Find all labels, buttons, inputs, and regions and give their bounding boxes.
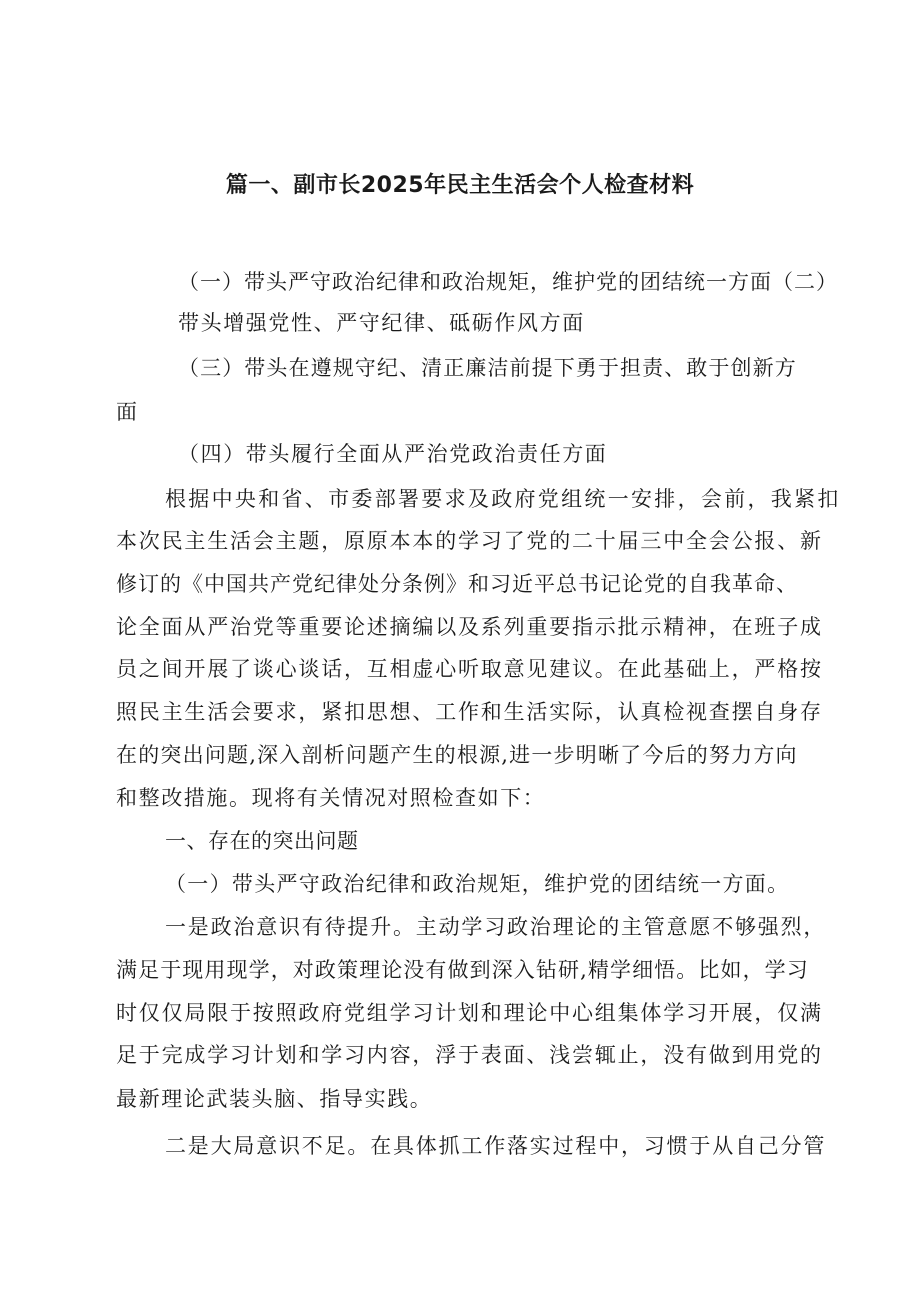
intro-line: 在的突出问题,深入剖析问题产生的根源,进一步明晰了今后的努力方向 (116, 743, 798, 767)
paragraph-line: 时仅仅局限于按照政府党组学习计划和理论中心组集体学习开展，仅满 (116, 1001, 823, 1025)
intro-line: 照民主生活会要求，紧扣思想、工作和生活实际，认真检视查摆自身存 (116, 700, 823, 724)
section-heading: 一、存在的突出问题 (165, 829, 359, 853)
intro-line: 论全面从严治党等重要论述摘编以及系列重要指示批示精神，在班子成 (116, 615, 823, 639)
paragraph-line: 一是政治意识有待提升。主动学习政治理论的主管意愿不够强烈， (165, 915, 827, 939)
intro-line: 本次民主生活会主题，原原本本的学习了党的二十届三中全会公报、新 (116, 529, 823, 553)
intro-line: 和整改措施。现将有关情况对照检查如下： (116, 786, 546, 810)
paragraph-line: 二是大局意识不足。在具体抓工作落实过程中，习惯于从自己分管 (165, 1134, 827, 1158)
intro-line: 根据中央和省、市委部署要求及政府党组统一安排，会前，我紧扣 (165, 487, 841, 511)
intro-line: 员之间开展了谈心谈话，互相虚心听取意见建议。在此基础上，严格按 (116, 657, 823, 681)
toc-line: （四）带头履行全面从严治党政治责任方面 (178, 442, 608, 466)
toc-line: （三）带头在遵规守纪、清正廉洁前提下勇于担责、敢于创新方 (178, 356, 797, 380)
paragraph-line: 满足于现用现学，对政策理论没有做到深入钻研,精学细悟。比如，学习 (116, 958, 809, 982)
subsection-heading: （一）带头严守政治纪律和政治规矩，维护党的团结统一方面。 (165, 872, 790, 896)
toc-line: 面 (116, 400, 139, 424)
paragraph-line: 最新理论武装头脑、指导实践。 (116, 1087, 433, 1111)
intro-line: 修订的《中国共产党纪律处分条例》和习近平总书记论党的自我革命、 (116, 572, 798, 596)
toc-line: （一）带头严守政治纪律和政治规矩，维护党的团结统一方面（二） (178, 270, 838, 294)
document-title: 篇一、副市长2025年民主生活会个人检查材料 (225, 173, 695, 198)
paragraph-line: 足于完成学习计划和学习内容，浮于表面、浅尝辄止，没有做到用党的 (116, 1043, 823, 1067)
toc-line: 带头增强党性、严守纪律、砥砺作风方面 (178, 311, 585, 335)
